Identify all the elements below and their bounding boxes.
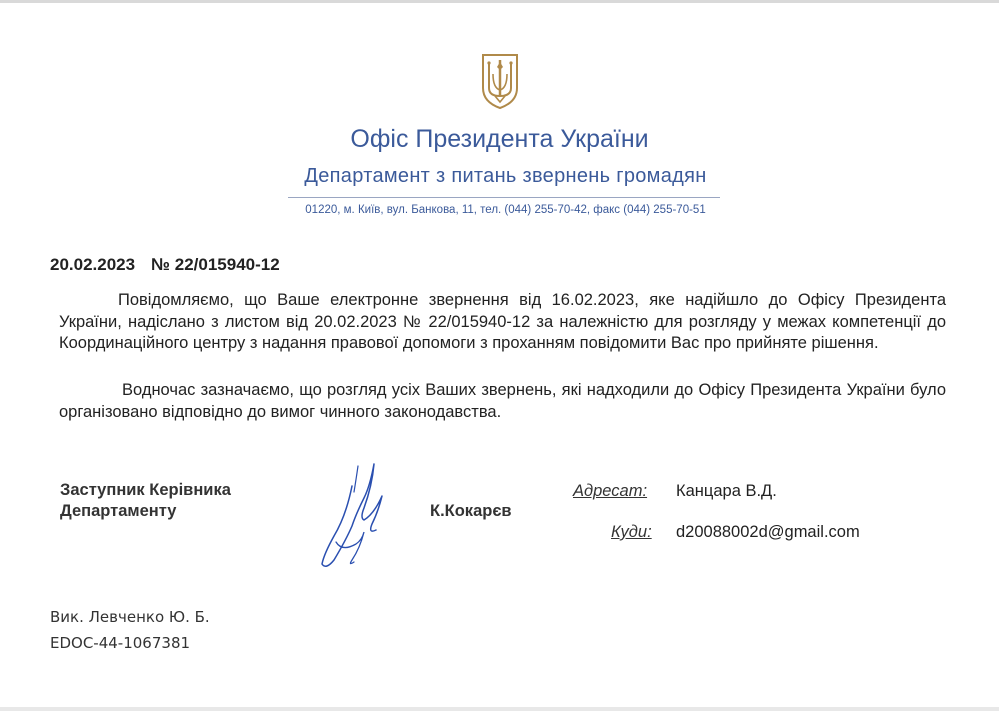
body-paragraph-2: Водночас зазначаємо, що розгляд усіх Ваших звернень, які надходили до Офісу Президента України було організовано відповідно до вимог чинного законодавства. (59, 381, 946, 421)
signer-name: К.Кокарєв (430, 502, 512, 520)
destination-email: d20088002d@gmail.com (676, 523, 860, 541)
page-top-border (0, 0, 999, 3)
registration-line (50, 255, 280, 275)
signer-position (60, 480, 231, 522)
letterhead-divider (288, 197, 720, 198)
letterhead-address: 01220, м. Київ, вул. Банкова, 11, тел. (044) 255-70-42, факс (044) 255-70-51 (305, 204, 706, 216)
letter-date: 20.02.2023 (50, 255, 136, 274)
addressee-value: Канцара В.Д. (676, 482, 777, 500)
body-paragraph-1: Повідомляємо, що Ваше електронне звернення від 16.02.2023, яке надійшло до Офісу Президента України, надіслано з листом від 20.02.2023 № 22/015940-12 за належністю для розгляду у межах компетенції до Координаційного центру з надання правової допомоги з проханням повідомити Вас про прийняте рішення. (59, 291, 946, 352)
signer-position-line-2: Департаменту (60, 502, 177, 520)
page-bottom-border (0, 707, 999, 711)
addressee-label: Адресат: (573, 482, 648, 500)
signer-position-line-1: Заступник Керівника (60, 481, 231, 499)
department-name: Департамент з питань звернень громадян (304, 165, 707, 187)
document-id: EDOC-44-1067381 (50, 634, 191, 652)
letter-number: № 22/015940-12 (151, 255, 280, 274)
executor-note: Вик. Левченко Ю. Б. (50, 608, 210, 626)
trident-emblem-icon (479, 52, 521, 110)
handwritten-signature (312, 456, 392, 576)
destination-label: Куди: (611, 523, 652, 541)
organization-name: Офіс Президента України (350, 125, 649, 153)
